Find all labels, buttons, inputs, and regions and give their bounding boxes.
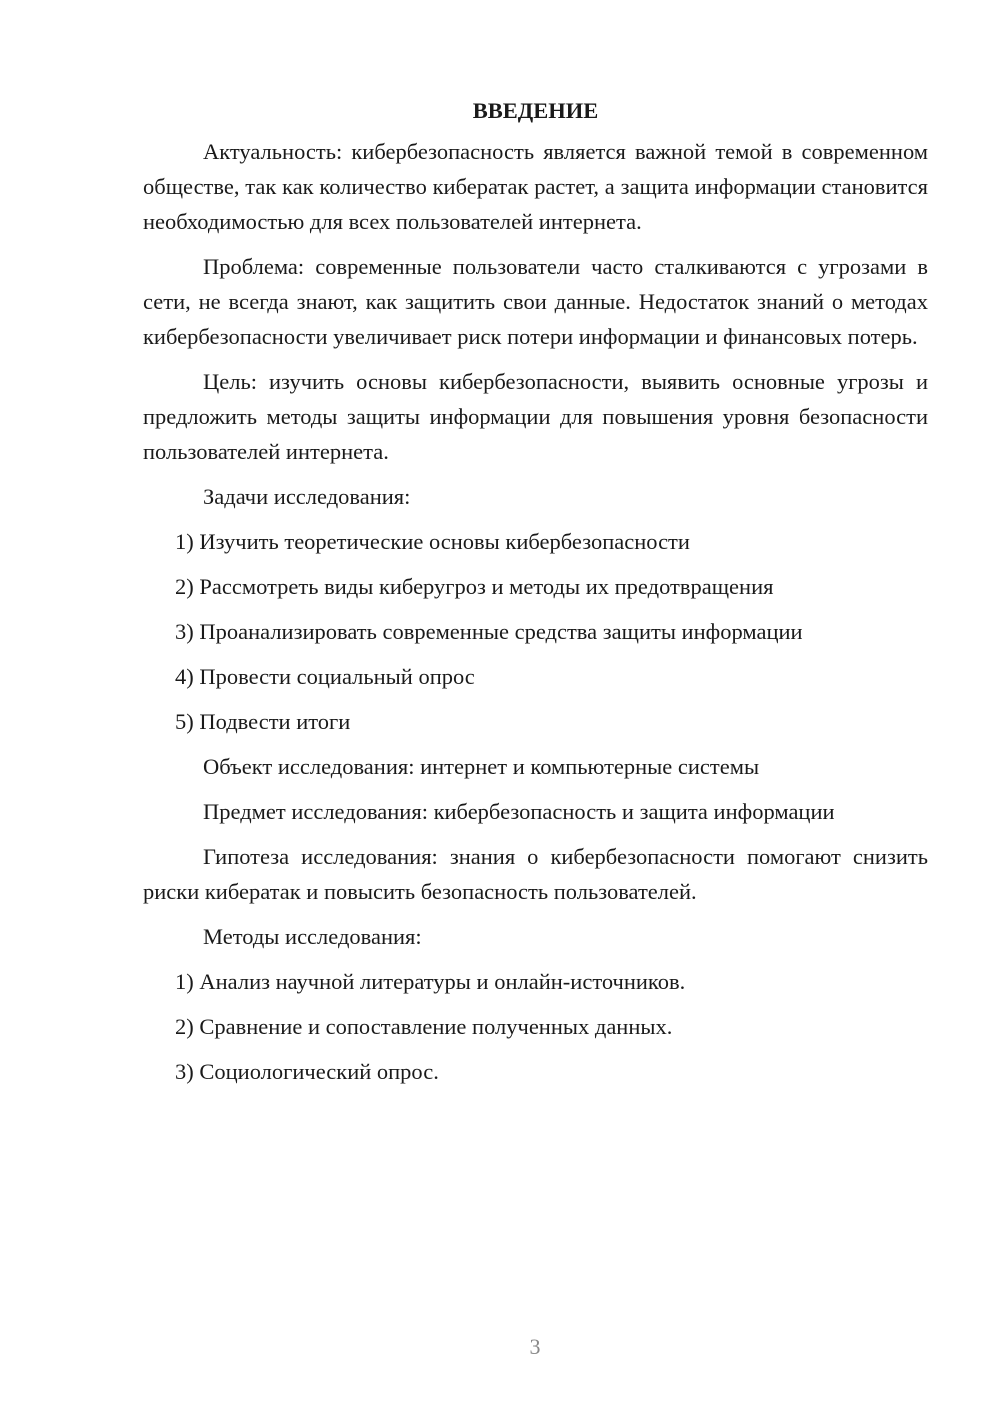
research-subject: Предмет исследования: кибербезопасность и защита информации (203, 799, 835, 824)
problem-paragraph: Проблема: современные пользователи часто сталкиваются с угрозами в сети, не всегда знают, как защитить свои данные. Недостаток знаний о методах кибербезопасности увеличивает риск потери информации и финансовых потерь. (143, 254, 928, 349)
methods-heading: Методы исследования: (203, 924, 422, 949)
tasks-heading: Задачи исследования: (203, 484, 411, 509)
method-item: 2) Сравнение и сопоставление полученных данных. (175, 1014, 673, 1039)
page-number: 3 (529, 1334, 541, 1359)
research-object: Объект исследования: интернет и компьютерные системы (203, 754, 760, 779)
goal-paragraph: Цель: изучить основы кибербезопасности, выявить основные угрозы и предложить методы защиты информации для повышения уровня безопасности пользователей интернета. (143, 369, 928, 464)
document-body (143, 93, 928, 1099)
hypothesis-paragraph: Гипотеза исследования: знания о кибербезопасности помогают снизить риски кибератак и повысить безопасность пользователей. (143, 844, 928, 904)
task-item: 2) Рассмотреть виды киберугроз и методы их предотвращения (175, 574, 774, 599)
section-title: ВВЕДЕНИЕ (472, 98, 599, 123)
method-item: 1) Анализ научной литературы и онлайн-источников. (175, 969, 686, 994)
method-item: 3) Социологический опрос. (175, 1059, 439, 1084)
task-item: 1) Изучить теоретические основы кибербезопасности (175, 529, 690, 554)
task-item: 5) Подвести итоги (175, 709, 351, 734)
relevance-paragraph: Актуальность: кибербезопасность является важной темой в современном обществе, так как количество кибератак растет, а защита информации становится необходимостью для всех пользователей интернета. (143, 139, 928, 234)
task-item: 4) Провести социальный опрос (175, 664, 475, 689)
task-item: 3) Проанализировать современные средства защиты информации (175, 619, 803, 644)
